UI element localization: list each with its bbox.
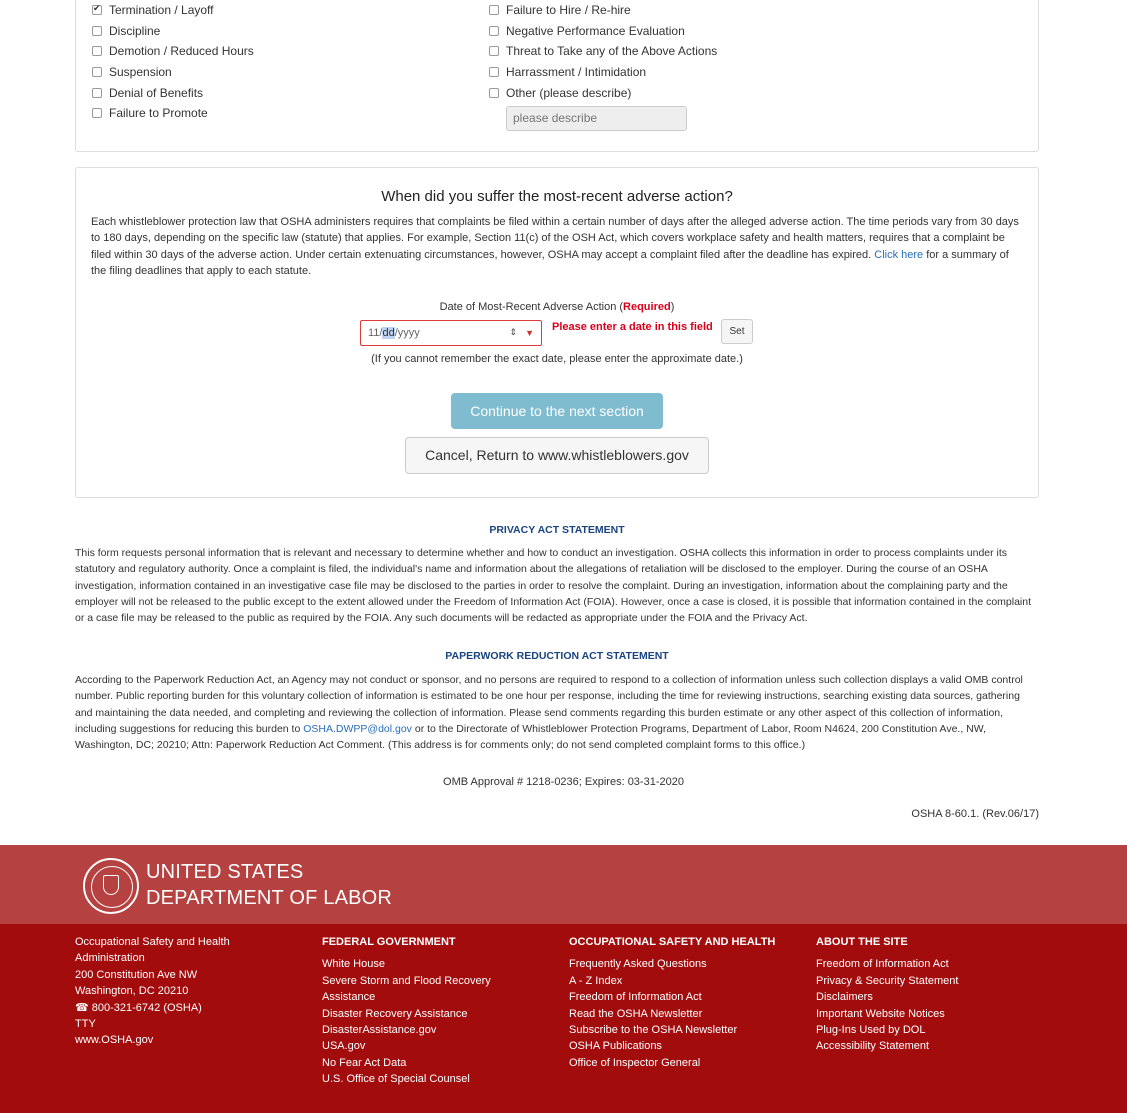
checkbox-box[interactable] — [92, 108, 102, 118]
checkbox-box[interactable] — [92, 5, 102, 15]
checkbox-label: Denial of Benefits — [109, 85, 204, 100]
adverse-action-date-panel — [75, 167, 1039, 498]
checkbox-box[interactable] — [92, 88, 102, 98]
footer-link[interactable]: Freedom of Information Act — [569, 991, 702, 1004]
checkbox-label: Other (please describe) — [506, 85, 632, 100]
checkbox-box[interactable] — [489, 26, 499, 36]
site-footer — [0, 924, 1127, 1113]
footer-link[interactable]: OSHA Publications — [569, 1040, 662, 1053]
checkbox-label: Termination / Layoff — [109, 3, 214, 18]
footer-link[interactable]: DisasterAssistance.gov — [322, 1024, 437, 1037]
paperwork-statement — [75, 672, 1039, 753]
checkbox-label: Negative Performance Evaluation — [506, 23, 685, 38]
checkbox-box[interactable] — [489, 46, 499, 56]
adverse-action-list-left — [92, 0, 254, 124]
filing-deadline-intro — [91, 214, 1027, 279]
dwpp-email-link[interactable]: OSHA.DWPP@dol.gov — [303, 722, 412, 735]
address-street: 200 Constitution Ave NW — [75, 968, 198, 981]
date-field-label — [76, 301, 1038, 313]
footer-link[interactable]: Disaster Recovery Assistance — [322, 1007, 468, 1020]
footer-link[interactable]: Freedom of Information Act — [816, 958, 949, 971]
checkbox-box[interactable] — [92, 26, 102, 36]
dol-banner — [0, 845, 1127, 924]
adverse-action-list-right — [489, 0, 717, 131]
address-city: Washington, DC 20210 — [75, 985, 189, 998]
cancel-button[interactable]: Cancel, Return to www.whistleblowers.gov — [405, 437, 709, 474]
date-error-message: Please enter a date in this field — [552, 321, 713, 333]
seal-shield — [103, 875, 119, 895]
osha-site-link[interactable]: www.OSHA.gov — [75, 1034, 154, 1047]
checkbox-demotion[interactable] — [92, 41, 254, 62]
continue-button[interactable]: Continue to the next section — [451, 393, 663, 429]
set-date-button[interactable]: Set — [721, 319, 753, 344]
adverse-action-date-input[interactable]: 11 / dd / yyyy ⇕ ▼ — [360, 320, 542, 346]
checkbox-label: Demotion / Reduced Hours — [109, 44, 254, 59]
dropdown-arrow-icon[interactable]: ▼ — [525, 328, 534, 338]
date-day-segment[interactable]: dd — [382, 327, 395, 339]
dol-name-line1[interactable]: UNITED STATES — [146, 861, 304, 883]
section-heading: When did you suffer the most-recent adverse action? — [381, 188, 733, 205]
dol-seal-icon[interactable] — [83, 858, 139, 914]
checkbox-box[interactable] — [489, 5, 499, 15]
omb-approval: OMB Approval # 1218-0236; Expires: 03-31-2020 — [443, 776, 684, 788]
intro-text-tail: for a summary of the filing deadlines that apply to each statute. — [91, 248, 1009, 277]
footer-link[interactable]: No Fear Act Data — [322, 1056, 407, 1069]
footer-link[interactable]: Important Website Notices — [816, 1007, 945, 1020]
date-hint: (If you cannot remember the exact date, please enter the approximate date.) — [371, 353, 743, 365]
checkbox-box[interactable] — [489, 67, 499, 77]
agency-name: Occupational Safety and Health Administration — [75, 936, 230, 965]
footer-column-about — [816, 934, 996, 1055]
checkbox-discipline[interactable] — [92, 21, 254, 42]
footer-contact — [75, 934, 255, 1049]
date-month-segment[interactable]: 11 — [368, 327, 380, 339]
footer-link[interactable]: Privacy & Security Statement — [816, 974, 959, 987]
tty-link[interactable]: TTY — [75, 1018, 96, 1031]
footer-column-osh — [569, 934, 799, 1071]
dol-name-line2[interactable]: DEPARTMENT OF LABOR — [146, 887, 393, 909]
footer-heading: OCCUPATIONAL SAFETY AND HEALTH — [569, 936, 776, 948]
privacy-statement: This form requests personal information that is relevant and necessary to determine whether and how to conduct an investigation. OSHA collects this information in order to process complaints under its statutory and regulatory authority. Once a complaint is filed, the individual's name and information about the allegations of retaliation will be disclosed to the employer. During the course of an OSHA investigation, information contained in an investigative case file may be disclosed to the parties in order to resolve the complaint. During an investigation, information about the complaining party and the employer will not be released to the public except to the extent allowed under the Freedom of Information Act (FOIA). However, once a case is closed, it is possible that information contained in the complaint or a case file may be released to the public as required by the FOIA. Any such documents will be redacted as appropriate under the FOIA and the Privacy Act. — [75, 547, 1032, 625]
checkbox-label: Threat to Take any of the Above Actions — [506, 44, 718, 59]
footer-link[interactable]: Disclaimers — [816, 991, 873, 1004]
checkbox-label: Discipline — [109, 23, 161, 38]
checkbox-failure-promote[interactable] — [92, 103, 254, 124]
date-year-segment[interactable]: yyyy — [397, 327, 420, 339]
other-describe-input[interactable] — [506, 106, 687, 131]
footer-link[interactable]: USA.gov — [322, 1040, 366, 1053]
required-marker: Required — [623, 301, 671, 313]
checkbox-label: Harrassment / Intimidation — [506, 65, 647, 80]
checkbox-negative-evaluation[interactable] — [489, 21, 717, 42]
footer-heading: FEDERAL GOVERNMENT — [322, 936, 456, 948]
paperwork-heading: PAPERWORK REDUCTION ACT STATEMENT — [445, 650, 669, 662]
footer-link[interactable]: White House — [322, 958, 385, 971]
phone-number[interactable]: ☎ 800-321-6742 (OSHA) — [75, 1001, 202, 1014]
checkbox-harassment[interactable] — [489, 62, 717, 83]
checkbox-denial-benefits[interactable] — [92, 82, 254, 103]
paperwork-text: According to the Paperwork Reduction Act, an Agency may not conduct or sponsor, and no persons are required to respond to a collection of information unless such collection displays a valid OMB control number. Public reporting burden for this voluntary collection of information is estimated to be one hour per response, including the time for reviewing instructions, searching existing data sources, gathering and maintaining the data needed, and completing and reviewing the collection of information. Please send comments regarding this burden estimate or any other aspect of this collection of information, including suggestions for reducing this burden to — [75, 674, 1023, 735]
checkbox-label: Failure to Promote — [109, 106, 208, 121]
footer-link[interactable]: U.S. Office of Special Counsel — [322, 1073, 470, 1086]
checkbox-box[interactable] — [92, 46, 102, 56]
footer-link[interactable]: Read the OSHA Newsletter — [569, 1007, 703, 1020]
checkbox-suspension[interactable] — [92, 62, 254, 83]
privacy-heading: PRIVACY ACT STATEMENT — [489, 524, 625, 536]
date-label-close: ) — [670, 301, 675, 313]
filing-deadlines-link[interactable]: Click here — [874, 248, 924, 261]
checkbox-box[interactable] — [92, 67, 102, 77]
spinner-icon[interactable]: ⇕ — [509, 327, 517, 337]
footer-link[interactable]: A - Z Index — [569, 974, 623, 987]
checkbox-failure-hire[interactable] — [489, 0, 717, 21]
checkbox-threat[interactable] — [489, 41, 717, 62]
footer-link[interactable]: Accessibility Statement — [816, 1040, 930, 1053]
footer-link[interactable]: Frequently Asked Questions — [569, 958, 707, 971]
checkbox-label: Failure to Hire / Re-hire — [506, 3, 631, 18]
date-label-text: Date of Most-Recent Adverse Action ( — [439, 301, 624, 313]
footer-link[interactable]: Severe Storm and Flood Recovery Assistance — [322, 974, 491, 1004]
footer-column-federal — [322, 934, 512, 1088]
checkbox-label: Suspension — [109, 65, 172, 80]
footer-link[interactable]: Subscribe to the OSHA Newsletter — [569, 1024, 738, 1037]
checkbox-other[interactable] — [489, 82, 717, 103]
form-revision: OSHA 8-60.1. (Rev.06/17) — [911, 808, 1039, 820]
paperwork-text-tail: or to the Directorate of Whistleblower Protection Programs, Department of Labor, Room N4624, 200 Constitution Ave., NW, Washington, DC; 20210; Attn: Paperwork Reduction Act Comment. (This address is for comments only; do not send completed complaint forms to this office.) — [75, 722, 987, 752]
checkbox-box[interactable] — [489, 88, 499, 98]
checkbox-termination[interactable] — [92, 0, 254, 21]
footer-link[interactable]: Office of Inspector General — [569, 1056, 701, 1069]
footer-heading: ABOUT THE SITE — [816, 936, 908, 948]
footer-link[interactable]: Plug-Ins Used by DOL — [816, 1024, 926, 1037]
intro-text: Each whistleblower protection law that OSHA administers requires that complaints be filed within a certain number of days after the alleged adverse action. The time periods vary from 30 days to 180 days, depending on the specific law (statute) that applies. For example, Section 11(c) of the OSH Act, which covers workplace safety and health matters, requires that a complaint be filed within 30 days of the adverse action. Under certain extenuating circumstances, however, OSHA may accept a complaint filed after the deadline has expired. — [91, 216, 1019, 261]
adverse-action-panel — [75, 0, 1039, 152]
